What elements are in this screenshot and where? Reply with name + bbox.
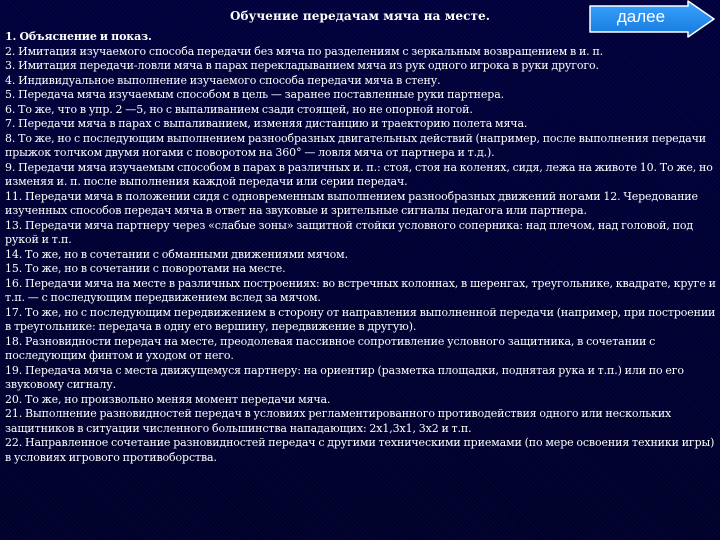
list-item: 5. Передача мяча изучаемым способом в цель — заранее поставленные руки партнера. <box>5 88 505 101</box>
list-item: 22. Направленное сочетание разновидностей передач с другими техническими приемами (по мере освоения техники игры) в условиях игрового противоборства. <box>5 436 715 464</box>
list-item: 15. То же, но в сочетании с поворотами на месте. <box>5 262 286 275</box>
list-item: 14. То же, но в сочетании с обманными движениями мячом. <box>5 247 348 261</box>
list-item: 18. Разновидности передач на месте, преодолевая пассивное сопротивление условного защитника, в сочетании с последующим финтом и уходом от него. <box>5 334 656 362</box>
next-button-label: далее <box>616 7 666 26</box>
list-item: 8. То же, но с последующим выполнением разнообразных двигательных действий (например, после выполнения передачи прыжок толчком двумя ногами с поворотом на 360° — ловля мяча от партнера и т.д.). <box>5 131 706 159</box>
exercise-list <box>5 30 717 465</box>
list-item: 16. Передачи мяча на месте в различных построениях: во встречных колоннах, в шеренгах, треугольнике, квадрате, круге и т.п. — с последующим передвижением вслед за мячом. <box>5 276 716 304</box>
list-item: 11. Передачи мяча в положении сидя с одновременным выполнением разнообразных движений ногами 12. Чередование изученных способов передач мяча в ответ на звуковые и зрительные сигналы педагога или партнера. <box>5 189 698 217</box>
slide-title: Обучение передачам мяча на месте. <box>229 9 491 23</box>
list-item: 1. Объяснение и показ. <box>5 30 152 43</box>
list-item: 19. Передача мяча с места движущемуся партнеру: на ориентир (разметка площадки, поднятая рука и т.п.) или по его звуковому сигналу. <box>5 363 684 391</box>
list-item: 3. Имитация передачи-ловли мяча в парах перекладыванием мяча из рук одного игрока в руки другого. <box>5 59 599 72</box>
list-item: 4. Индивидуальное выполнение изучаемого способа передачи мяча в стену. <box>5 73 441 87</box>
list-item: 17. То же, но с последующим передвижением в сторону от направления выполненной передачи (например, при построении в треугольнике: передача в одну его вершину, передвижение в другую). <box>5 305 716 333</box>
list-item: 7. Передачи мяча в парах с выпаливанием, изменяя дистанцию и траекторию полета мяча. <box>5 117 528 130</box>
list-item: 9. Передачи мяча изучаемым способом в парах в различных и. п.: стоя, стоя на коленях, сидя, лежа на животе 10. То же, но изменяя и. п. после выполнения каждой передачи или серии передач. <box>5 160 713 188</box>
list-item: 13. Передачи мяча партнеру через «слабые зоны» защитной стойки условного соперника: над плечом, над головой, под рукой и т.п. <box>5 218 693 246</box>
list-item: 6. То же, что в упр. 2 —5, но с выпаливанием сзади стоящей, но не опорной ногой. <box>5 102 473 116</box>
list-item: 2. Имитация изучаемого способа передачи без мяча по разделениям с зеркальным возвращением в и. п. <box>5 44 604 58</box>
list-item: 21. Выполнение разновидностей передач в условиях регламентированного противодействия одного или нескольких защитников в ситуации численного большинства нападающих: 2х1,3х1, 3х2 и т.п. <box>5 407 672 435</box>
list-item: 20. То же, но произвольно меняя момент передачи мяча. <box>5 392 331 406</box>
